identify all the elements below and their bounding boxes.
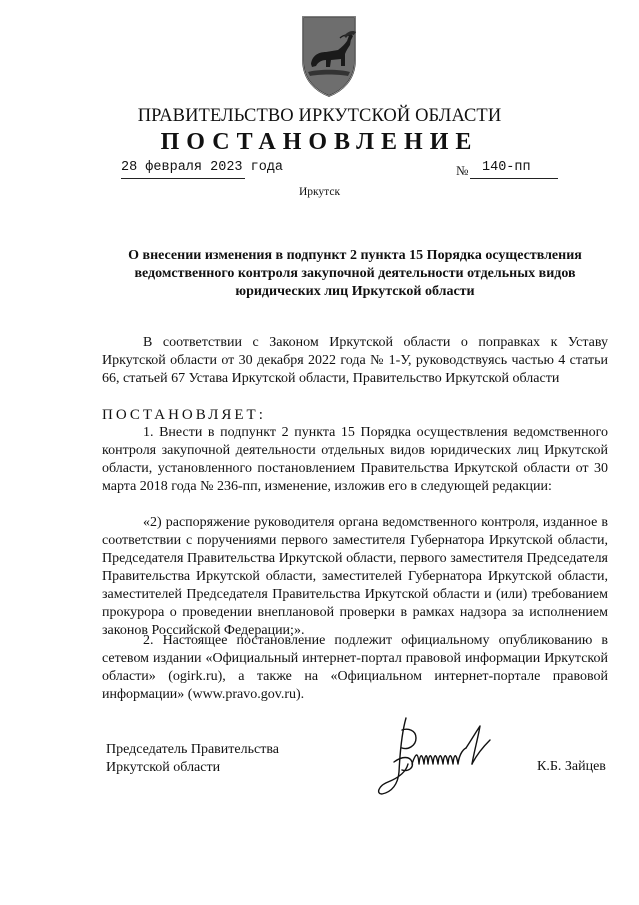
handwritten-signature-icon bbox=[372, 712, 502, 798]
clause-1-paragraph: 1. Внести в подпункт 2 пункта 15 Порядка осуществления ведомственного контроля закупочной деятельности отдельных видов юридических лиц Иркутской области, установленного постановлением Правительства Иркутской области от 30 марта 2018 года № 236-пп, изменение, изложив его в следующей редакции: bbox=[102, 425, 608, 494]
coat-of-arms-icon bbox=[298, 14, 360, 98]
signatory-position bbox=[106, 741, 326, 777]
issuing-authority: ПРАВИТЕЛЬСТВО ИРКУТСКОЙ ОБЛАСТИ bbox=[137, 106, 502, 126]
preamble-paragraph: В соответствии с Законом Иркутской области о поправках к Уставу Иркутской области от 30 декабря 2022 года № 1-У, руководствуясь частью 4 статьи 66, статьей 67 Устава Иркутской области, Правительство Иркутской области bbox=[102, 335, 608, 386]
document-date: 28 февраля 2023 года bbox=[121, 160, 284, 175]
amendment-text-paragraph: «2) распоряжение руководителя органа ведомственного контроля, изданное в соответствии с поручениями первого заместителя Губернатора Иркутской области, Председателя Правительства Иркутской области, первого заместителя Председателя Правительства Иркутской области, заместителей Губернатора Иркутской области, заместителей Председателя Правительства Иркутской области и (или) требованием прокурора о проведении внеплановой проверки в рамках надзора за исполнением законов Российской Федерации;». bbox=[102, 515, 608, 638]
decree-keyword: ПОСТАНОВЛЯЕТ: bbox=[102, 407, 266, 423]
city: Иркутск bbox=[298, 186, 341, 198]
number-sign: № bbox=[456, 163, 469, 178]
date-underline bbox=[121, 178, 245, 179]
document-type: ПОСТАНОВЛЕНИЕ bbox=[160, 129, 479, 155]
document-number: 140-пп bbox=[482, 160, 531, 175]
signatory-position-line-2: Иркутской области bbox=[106, 760, 221, 775]
signatory-name: К.Б. Зайцев bbox=[537, 759, 606, 774]
clause-2-paragraph: 2. Настоящее постановление подлежит официальному опубликованию в сетевом издании «Официальный интернет-портал правовой информации Иркутской области» (ogirk.ru), а также на «Официальном интернет-портале правовой информации» (www.pravo.gov.ru). bbox=[102, 633, 608, 702]
document-title: О внесении изменения в подпункт 2 пункта 15 Порядка осуществления ведомственного контроля закупочной деятельности отдельных видов юридических лиц Иркутской области bbox=[128, 248, 582, 299]
number-underline bbox=[470, 178, 558, 179]
signatory-position-line-1: Председатель Правительства bbox=[106, 742, 279, 757]
